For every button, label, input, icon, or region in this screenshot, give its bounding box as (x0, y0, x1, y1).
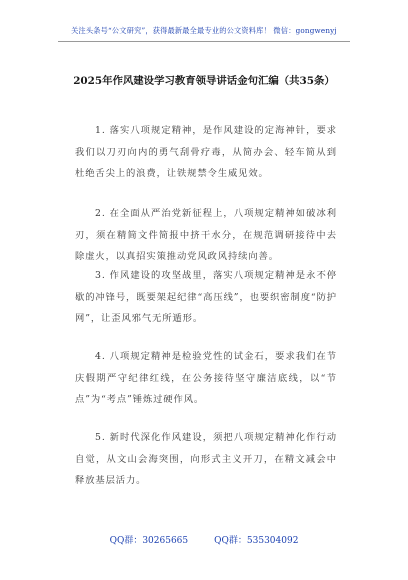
paragraph-5: 5. 新时代深化作风建设，须把八项规定精神化作行动自觉，从文山会海突围，向形式主义开刀，在精文减会中释放基层活力。 (75, 432, 337, 486)
header-banner: 关注头条号“公文研究”，获得最新最全最专业的公文资料库！ 微信：gongwenyj (71, 26, 337, 35)
header-divider (58, 41, 350, 42)
paragraph-3: 3. 作风建设的攻坚战里，落实八项规定精神是永不停歇的冲锋号，既要架起纪律“高压线”，也要织密制度“防护网”，让歪风邪气无所遁形。 (75, 270, 337, 324)
footer-qq-group-2: QQ群：535304092 (214, 536, 299, 546)
paragraph-4: 4. 八项规定精神是检验党性的试金石，要求我们在节庆假期严守纪律红线，在公务接待坚守廉洁底线，以“节点”为“考点”锤炼过硬作风。 (75, 351, 337, 405)
page-title: 2025年作风建设学习教育领导讲话金句汇编（共35条） (73, 75, 335, 87)
footer-contacts (0, 533, 408, 546)
footer-qq-group-1: QQ群：30265665 (109, 536, 189, 546)
paragraph-2: 2. 在全面从严治党新征程上，八项规定精神如破冰利刃，须在精简文件简报中挤干水分，在规范调研接待中去除虚火，以真招实策推动党风政风持续向善。 (75, 208, 337, 262)
paragraph-1: 1. 落实八项规定精神，是作风建设的定海神针，要求我们以刀刃向内的勇气刮骨疗毒，从简办会、轻车简从到杜绝舌尖上的浪费，让铁规禁令生威见效。 (75, 125, 337, 179)
